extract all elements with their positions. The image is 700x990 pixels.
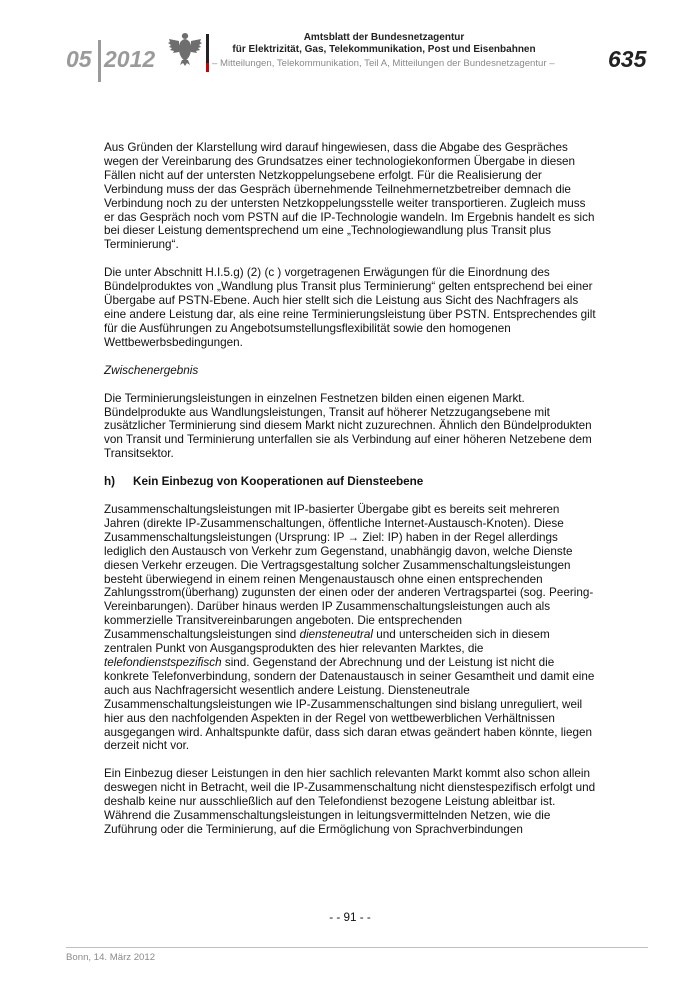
federal-eagle-icon — [168, 30, 202, 66]
footer-place-date: Bonn, 14. März 2012 — [66, 952, 156, 963]
flag-accent — [206, 63, 209, 72]
emphasis-term: telefondienstspezifisch — [104, 656, 222, 669]
interim-result-label: Zwischenergebnis — [104, 363, 199, 377]
emphasis-term: diensteneutral — [299, 628, 373, 642]
paragraph: Ein Einbezug dieser Leistungen in den hier sachlich relevanten Markt kommt also schon allein deswegen nicht in Betracht, weil die IP-Zusammenschaltung nicht dienstespezifisch erfolgt und deshalb keine nur ausschließlich auf den Telefondienst bezogene Leistung ableitbar ist. Während die Zusammenschaltungsleistungen in leitungsvermittelnden Netzen, wie die Zuführung oder die Terminierung, auf die Ermöglichung von Sprachverbindungen — [104, 767, 596, 836]
gazette-subtitle: für Elektrizität, Gas, Telekommunikation, Post und Eisenbahnen — [232, 44, 536, 55]
section-heading-text: Kein Einbezug von Kooperationen auf Diensteebene — [133, 475, 424, 489]
paragraph: Die unter Abschnitt H.I.5.g) (2) (c ) vorgetragenen Erwägungen für die Einordnung des Bündelproduktes von „Wandlung plus Transit plus Terminierung“ gelten entsprechend bei einer Übergabe auf PSTN-Ebene. Auch hier stellt sich die Leistung aus Sicht des Nachfragers als eine andere Leistung dar, als eine reine Terminierungsleistung über PSTN. Entsprechendes gilt für die Ausführungen zu Angebotsumstellungsflexibilität sowie den homogenen Wettbewerbsbedingungen. — [104, 266, 596, 349]
internal-page-number: - - 91 - - — [329, 911, 371, 924]
gazette-title: Amtsblatt der Bundesnetzagentur — [303, 32, 465, 43]
paragraph: Aus Gründen der Klarstellung wird darauf hingewiesen, dass die Abgabe des Gespräches wegen der Vereinbarung des Grundsatzes einer technologiekonformen Übergabe in diesen Fällen nicht auf der untersten Netzkoppelungsebene erfolgt. Für die Realisierung der Verbindung muss der das Gespräch übernehmende Teilnehmernetzbetreiber demnach die Verbindung noch zu der untersten Netzkoppelungsstelle weiter transportieren. Zugleich muss er das Gespräch noch vom PSTN auf die IP-Technologie wandeln. Im Ergebnis handelt es sich bei dieser Leistung dementsprechend um eine „Technologiewandlung plus Transit plus Terminierung“. — [104, 141, 595, 252]
issue-divider — [98, 40, 101, 82]
section-heading-number: h) — [104, 475, 116, 489]
issue-number: 05 — [66, 46, 92, 72]
section-caption: – Mitteilungen, Telekommunikation, Teil A, Mitteilungen der Bundesnetzagentur – — [212, 58, 555, 69]
body-text — [104, 141, 598, 851]
paragraph-text: Zusammenschaltungsleistungen mit IP-basierter Übergabe gibt es bereits seit mehreren Jahren (direkte IP-Zusammenschaltungen, öffentliche Internet-Austausch-Knoten). Diese Zusammenschaltungsleistungen (Ursprung: IP → Ziel: IP) haben in der Regel allerdings lediglich den Austausch von Verkehr zum Gegenstand, unabhängig davon, welche Dienste diesen Verkehr erzeugen. Die Vertragsgestaltung solcher Zusammenschaltungsleistungen besteht überwiegend in einem reinen Mengenaustausch ohne einen entsprechenden Zahlungsstrom(überhang) zugunsten der einen oder der anderen Vertragspartei (sog. Peering-Vereinbarungen). Darüber hinaus werden IP Zusammenschaltungsleistungen auch als kommerzielle Transitvereinbarungen angeboten. Die entsprechenden Zusammenschaltungsleistungen sind — [104, 503, 594, 642]
section-heading — [104, 475, 598, 489]
page-header — [0, 0, 700, 80]
paragraph — [104, 503, 598, 753]
paragraph-text: und unterscheiden sich in diesem zentralen Punkt von Ausgangsprodukten des hier relevanten Marktes, die — [104, 628, 550, 656]
paragraph: Die Terminierungsleistungen in einzelnen Festnetzen bilden einen eigenen Markt. Bündelprodukte aus Wandlungsleistungen, Transit auf höherer Netzzugangsebene mit zusätzlicher Terminierung sind diesem Markt nicht zuzurechnen. Ähnlich den Bündelprodukten von Transit und Terminierung unterfallen sie als Verbindung auf einer höheren Netzebene dem Transitsektor. — [104, 391, 592, 461]
paragraph-text: sind. Gegenstand der Abrechnung und der Leistung ist nicht die konkrete Telefonverbindung, sondern der Datenaustausch in seiner Gesamtheit und damit eine auch aus Nachfragersicht wesentlich andere Leistung. Diensteneutrale Zusammenschaltungsleistungen wie IP-Zusammenschaltungen sind bislang unreguliert, weil hier aus den nachfolgenden Aspekten in der Regel von wettbewerblichen Verhältnissen ausgegangen wird. Anhaltspunkte dafür, dass sich daran etwas geändert haben könnte, liegen derzeit nicht vor. — [104, 656, 595, 753]
issue-year: 2012 — [104, 46, 156, 72]
page-number: 635 — [608, 46, 647, 72]
footer-divider — [66, 947, 648, 948]
